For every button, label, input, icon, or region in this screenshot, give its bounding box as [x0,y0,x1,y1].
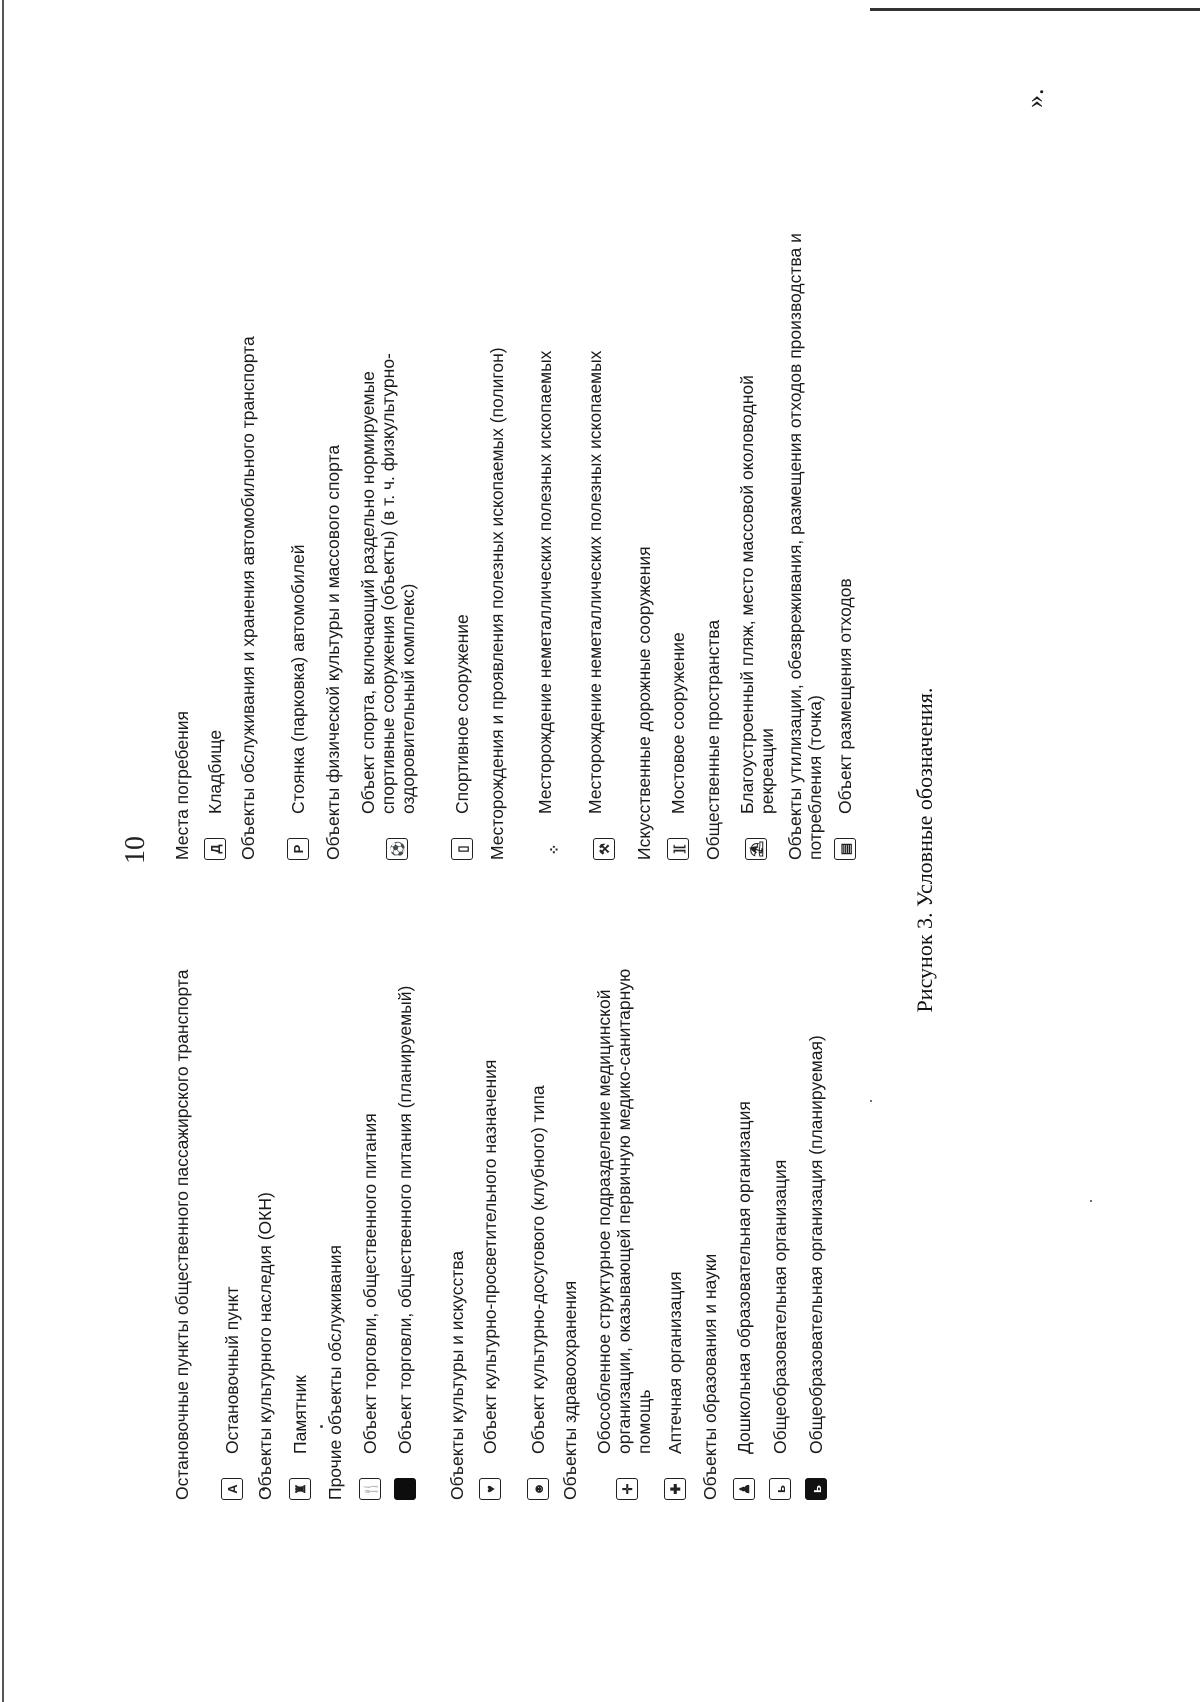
legend-category: Места погребения [172,710,192,860]
school-icon: ь [769,1478,791,1500]
legend-item [737,300,777,860]
legend-item [535,300,565,860]
scan-speck [1090,1200,1092,1202]
legend-item [594,900,654,1500]
legend-item [360,900,381,1500]
sport-object-icon: ⚽ [386,838,408,860]
beach-icon: ⛱ [745,838,767,860]
legend-item-label: Благоустроенный пляж, место массовой околоводной рекреации [737,375,777,814]
legend-item [358,300,418,860]
legend-item-label: Остановочный пункт [222,1286,242,1454]
pharmacy-icon: ✚ [664,1478,686,1500]
legend-item [835,220,856,860]
food-planned-icon [394,1478,416,1500]
deposit-point-icon: ⚒ [593,838,615,860]
scan-border-top [870,8,1200,11]
medical-icon: ✛ [616,1478,638,1500]
legend-item-label: Объект культурно-досугового (клубного) типа [528,1085,548,1454]
deposit-polygon-icon: ⁘ [543,838,565,860]
school-planned-icon: ь [805,1478,827,1500]
legend-item-label: Спортивное сооружение [452,614,472,814]
cemetery-icon: Д [204,838,226,860]
legend-item-label: Кладбище [205,729,225,814]
bridge-icon: ][ [667,838,689,860]
legend-item-label: Стоянка (парковка) автомобилей [288,544,308,814]
legend-category: Объекты культурного наследия (ОКН) [255,1192,275,1500]
legend-item-label: Объект размещения отходов [835,578,855,814]
legend-category: Объекты культуры и искусства [447,1250,467,1500]
legend-item-label: Дошкольная образовательная организация [734,1101,754,1454]
figure-caption: Рисунок 3. Условные обозначения. [912,687,937,1013]
legend-item-label: Месторождение неметаллических полезных ископаемых [585,350,605,814]
legend-category: Объекты физической культуры и массового спорта [323,444,343,860]
legend-item [806,900,827,1500]
legend-item [205,220,226,860]
legend-item [585,300,615,860]
legend-item-label: Объект спорта, включающий раздельно нормируемые спортивные сооружения (объекты) (в т. ч. физкультурно-оздоровительный комплекс) [358,353,418,814]
parking-icon: P [287,838,309,860]
legend-item [288,220,309,860]
rotated-page-content [120,200,1080,1500]
page-number: 10 [120,836,151,864]
legend-item-label: Обособленное структурное подразделение медицинской организации, оказывающей первичную медико-санитарную помощь [594,968,654,1454]
food-icon: 🍴 [359,1478,381,1500]
kindergarten-icon: ♟ [733,1478,755,1500]
closing-quote-mark: ». [1020,88,1049,108]
legend-category: Объекты здравоохранения [560,1280,580,1500]
club-icon: ☻ [527,1478,549,1500]
legend-item-label: Памятник [290,1375,310,1454]
legend-item [668,220,689,860]
legend-item-label: Объект торговли, общественного питания [360,1113,380,1454]
legend-category: Объекты образования и науки [700,1253,720,1500]
scan-border-left [2,0,4,1702]
legend-category: Остановочные пункты общественного пассажирского транспорта [172,969,192,1500]
legend-item-label: Общеобразовательная организация [770,1159,790,1454]
bus-stop-icon: A [221,1478,243,1500]
legend-item [528,860,549,1500]
legend-item [665,900,686,1500]
legend-category: Объекты обслуживания и хранения автомобильного транспорта [238,336,258,860]
legend-category: Прочие объекты обслуживания [325,1245,345,1500]
legend-item [480,900,501,1500]
legend-category: Общественные пространства [703,619,723,860]
sport-facility-icon: ▯ [451,838,473,860]
legend-item-label: Месторождение неметаллических полезных ископаемых [535,350,555,814]
monument-icon: ♜ [289,1478,311,1500]
legend-item [290,900,311,1500]
legend-item [395,900,416,1500]
legend-category: Объекты утилизации, обезвреживания, размещения отходов производства и потребления (точка) [785,233,825,860]
legend-item-label: Объект культурно-просветительного назначения [480,1059,500,1454]
legend-item-label: Аптечная организация [665,1271,685,1454]
legend-item [770,900,791,1500]
legend-category: Искусственные дорожные сооружения [634,546,654,860]
waste-icon: ▤ [834,838,856,860]
legend-item [452,220,473,860]
legend-item [734,900,755,1500]
legend-item-label: Объект торговли, общественного питания (планируемый) [395,985,415,1454]
legend-category: Месторождения и проявления полезных ископаемых (полигон) [487,347,507,860]
legend-item-label: Мостовое сооружение [668,632,688,814]
culture-icon: ♥ [479,1478,501,1500]
legend-item-label: Общеобразовательная организация (планируемая) [806,1035,826,1454]
legend-item [222,900,243,1500]
